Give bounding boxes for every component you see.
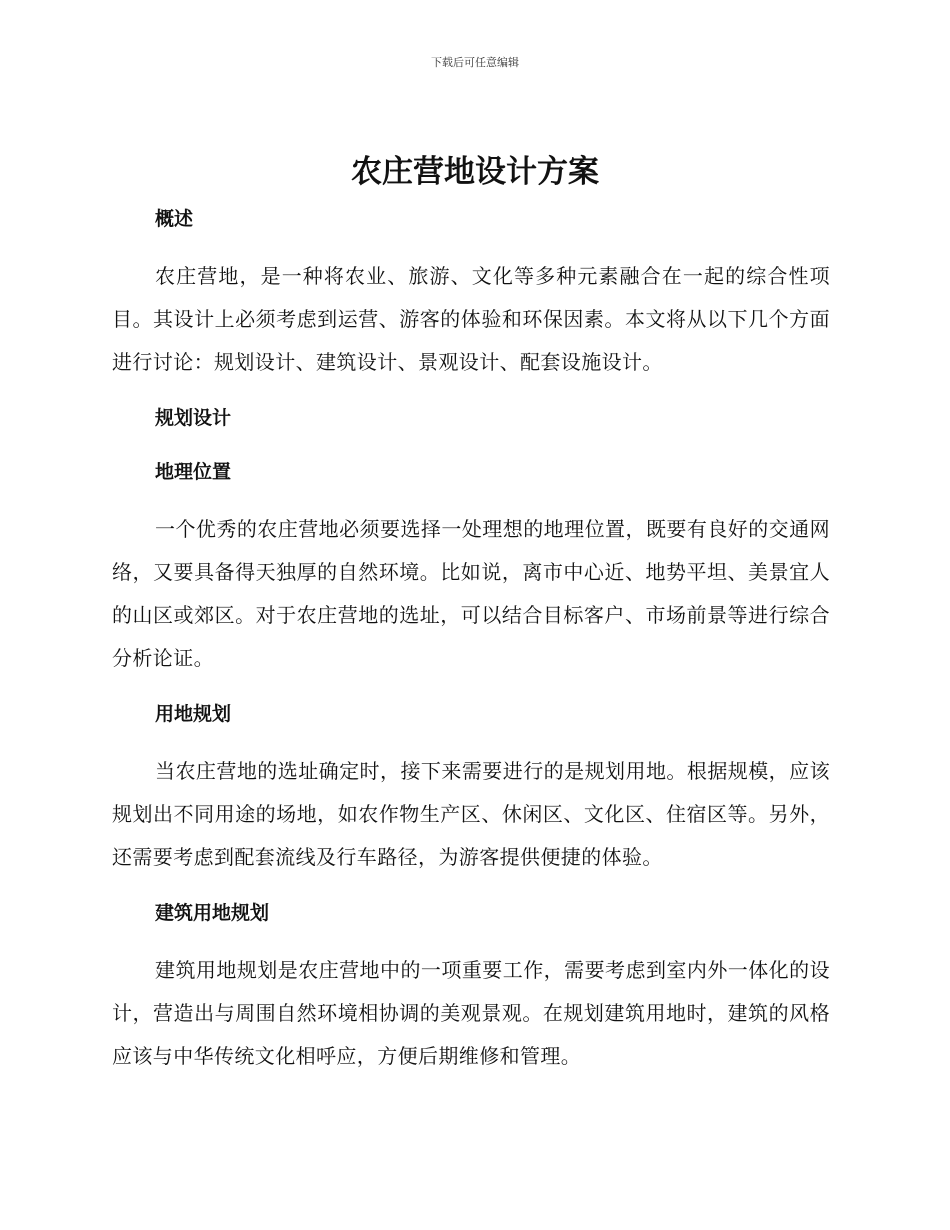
paragraph-land-use-planning: 当农庄营地的选址确定时，接下来需要进行的是规划用地。根据规模，应该规划出不同用途的场地，如农作物生产区、休闲区、文化区、住宿区等。另外，还需要考虑到配套流线及行车路径，为游客提供便捷的体验。: [112, 759, 830, 869]
section-heading-building-land-planning: 建筑用地规划: [155, 902, 270, 924]
section-heading-land-use-planning: 用地规划: [155, 703, 232, 725]
section-heading-geographic-location: 地理位置: [155, 461, 232, 483]
page-header-note: 下载后可任意编辑: [431, 56, 519, 69]
paragraph-overview: 农庄营地，是一种将农业、旅游、文化等多种元素融合在一起的综合性项目。其设计上必须考虑到运营、游客的体验和环保因素。本文将从以下几个方面进行讨论：规划设计、建筑设计、景观设计、配套设施设计。: [112, 264, 830, 374]
section-heading-planning-design: 规划设计: [155, 407, 232, 429]
paragraph-building-land-planning: 建筑用地规划是农庄营地中的一项重要工作，需要考虑到室内外一体化的设计，营造出与周围自然环境相协调的美观景观。在规划建筑用地时，建筑的风格应该与中华传统文化相呼应，方便后期维修和管理。: [112, 958, 830, 1068]
section-heading-overview: 概述: [155, 208, 194, 230]
document-title: 农庄营地设计方案: [351, 154, 599, 190]
paragraph-geographic-location: 一个优秀的农庄营地必须要选择一处理想的地理位置，既要有良好的交通网络，又要具备得天独厚的自然环境。比如说，离市中心近、地势平坦、美景宜人的山区或郊区。对于农庄营地的选址，可以结合目标客户、市场前景等进行综合分析论证。: [112, 517, 830, 670]
document-body: [112, 203, 830, 1078]
